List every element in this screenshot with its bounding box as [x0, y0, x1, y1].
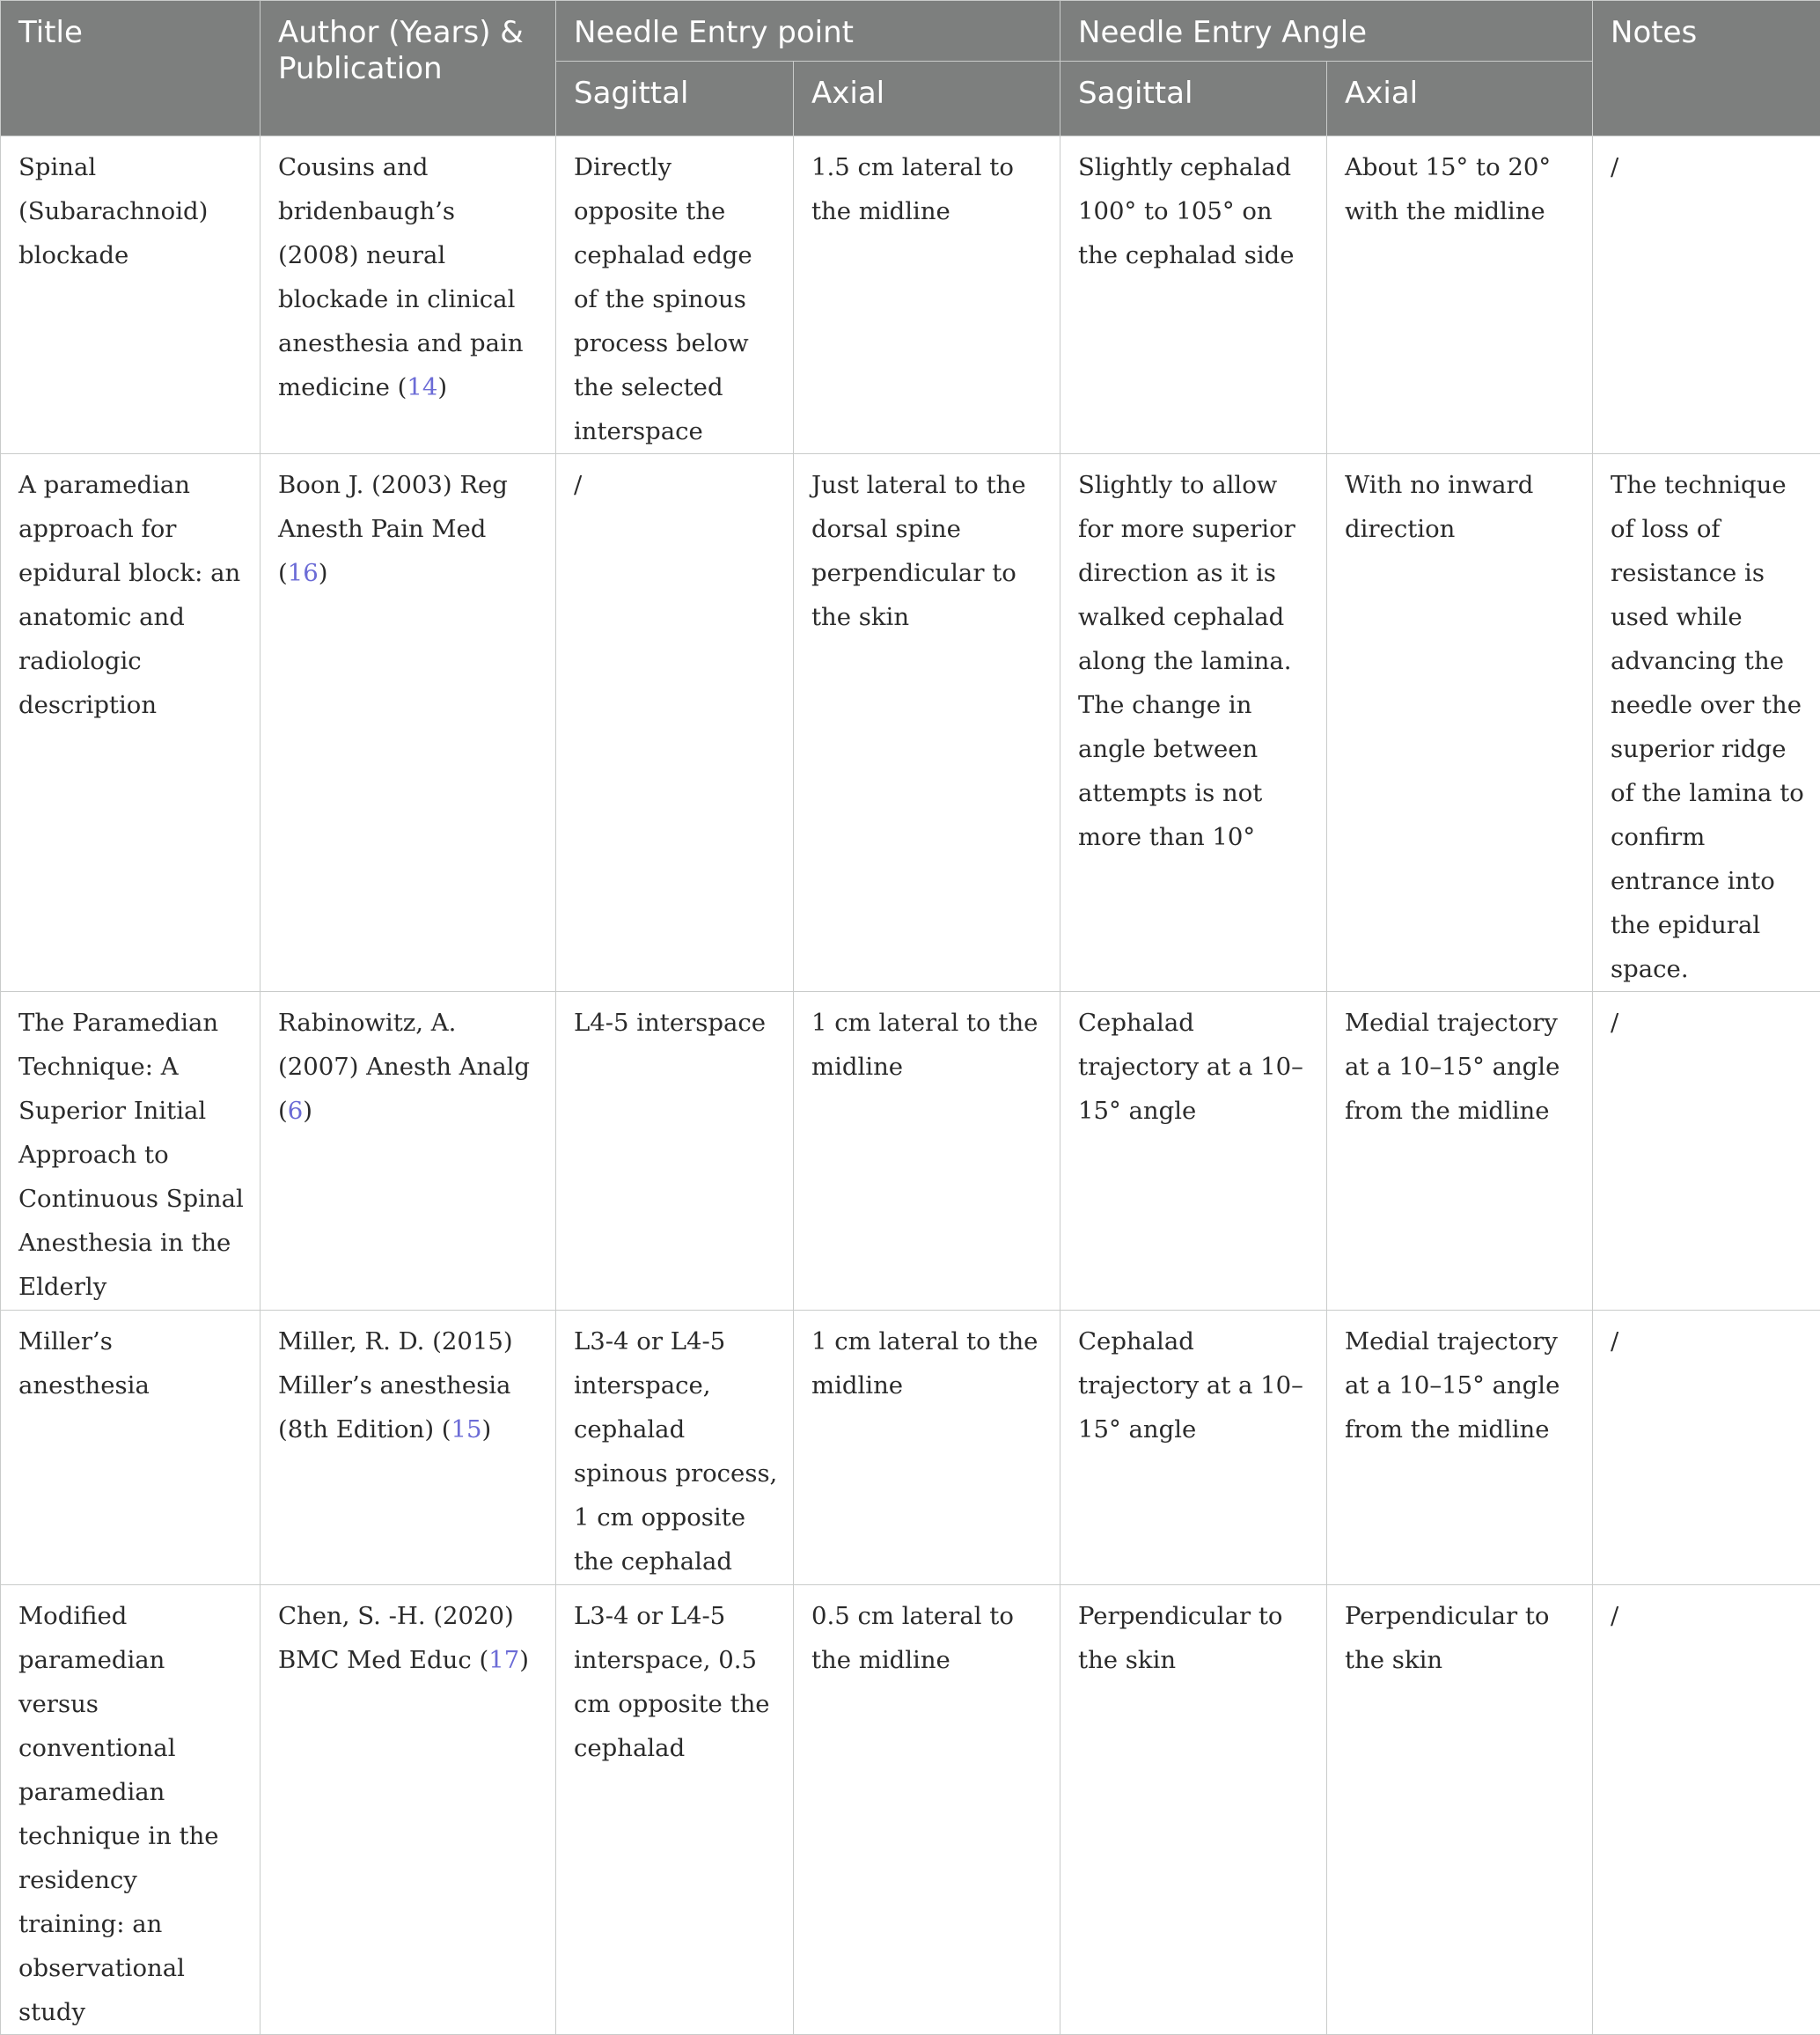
header-row-top: [1, 1, 1820, 62]
author-text: Chen, S. -H. (2020) BMC Med Educ (: [278, 1602, 514, 1674]
cell-title: Modified paramedian versus conventional paramedian technique in the residency training: an observational study: [1, 1585, 261, 2035]
cell-angle-axial: About 15° to 20° with the midline: [1327, 136, 1593, 454]
header-entry-point-group: Needle Entry point: [556, 1, 1060, 62]
table-row: [1, 1585, 1820, 2035]
cell-notes: /: [1593, 1585, 1820, 2035]
reference-link[interactable]: 15: [451, 1415, 482, 1444]
cell-author: [261, 992, 556, 1311]
header-title: Title: [1, 1, 261, 136]
cell-notes: /: [1593, 136, 1820, 454]
table-row: [1, 992, 1820, 1311]
author-close: ): [482, 1415, 492, 1444]
cell-point-axial: 1 cm lateral to the midline: [794, 1311, 1060, 1585]
cell-title: The Paramedian Technique: A Superior Initial Approach to Continuous Spinal Anesthesia in the Elderly: [1, 992, 261, 1311]
header-entry-point-sagittal: Sagittal: [556, 62, 794, 136]
header-entry-angle-axial: Axial: [1327, 62, 1593, 136]
author-text: Rabinowitz, A. (2007) Anesth Analg (: [278, 1009, 530, 1125]
cell-author: [261, 1585, 556, 2035]
cell-title: Miller’s anesthesia: [1, 1311, 261, 1585]
cell-point-sagittal: L4-5 interspace: [556, 992, 794, 1311]
cell-point-sagittal: /: [556, 454, 794, 992]
author-text: Boon J. (2003) Reg Anesth Pain Med (: [278, 471, 508, 587]
cell-author: [261, 1311, 556, 1585]
cell-angle-sagittal: Slightly to allow for more superior direction as it is walked cephalad along the lamina. The change in angle between attempts is not more than 10°: [1060, 454, 1327, 992]
cell-title: Spinal (Subarachnoid) blockade: [1, 136, 261, 454]
author-close: ): [437, 373, 447, 401]
author-close: ): [303, 1097, 312, 1125]
cell-angle-axial: Perpendicular to the skin: [1327, 1585, 1593, 2035]
table-row: [1, 1311, 1820, 1585]
cell-author: [261, 136, 556, 454]
header-notes: Notes: [1593, 1, 1820, 136]
cell-point-sagittal: L3-4 or L4-5 interspace, 0.5 cm opposite the cephalad: [556, 1585, 794, 2035]
reference-link[interactable]: 16: [288, 559, 319, 587]
cell-point-axial: 1.5 cm lateral to the midline: [794, 136, 1060, 454]
cell-angle-sagittal: Cephalad trajectory at a 10–15° angle: [1060, 992, 1327, 1311]
cell-angle-axial: Medial trajectory at a 10–15° angle from the midline: [1327, 992, 1593, 1311]
cell-point-sagittal: Directly opposite the cephalad edge of the spinous process below the selected interspace: [556, 136, 794, 454]
table-body: [1, 136, 1820, 2035]
reference-link[interactable]: 6: [288, 1097, 304, 1125]
author-close: ): [519, 1646, 529, 1674]
cell-point-axial: 0.5 cm lateral to the midline: [794, 1585, 1060, 2035]
table-header: [1, 1, 1820, 136]
cell-angle-sagittal: Cephalad trajectory at a 10–15° angle: [1060, 1311, 1327, 1585]
author-text: Miller, R. D. (2015) Miller’s anesthesia (8th Edition) (: [278, 1327, 513, 1444]
header-author: Author (Years) & Publication: [261, 1, 556, 136]
cell-notes: /: [1593, 1311, 1820, 1585]
cell-point-axial: Just lateral to the dorsal spine perpendicular to the skin: [794, 454, 1060, 992]
cell-point-sagittal: L3-4 or L4-5 interspace, cephalad spinous process, 1 cm opposite the cephalad: [556, 1311, 794, 1585]
reference-link[interactable]: 14: [407, 373, 437, 401]
author-text: Cousins and bridenbaugh’s (2008) neural blockade in clinical anesthesia and pain medicine (: [278, 153, 524, 401]
cell-angle-axial: Medial trajectory at a 10–15° angle from the midline: [1327, 1311, 1593, 1585]
reference-link[interactable]: 17: [488, 1646, 519, 1674]
cell-angle-sagittal: Perpendicular to the skin: [1060, 1585, 1327, 2035]
cell-title: A paramedian approach for epidural block: an anatomic and radiologic description: [1, 454, 261, 992]
cell-notes: The technique of loss of resistance is used while advancing the needle over the superior ridge of the lamina to confirm entrance into the epidural space.: [1593, 454, 1820, 992]
table-row: [1, 454, 1820, 992]
header-entry-angle-group: Needle Entry Angle: [1060, 1, 1593, 62]
cell-author: [261, 454, 556, 992]
table-row: [1, 136, 1820, 454]
cell-angle-sagittal: Slightly cephalad 100° to 105° on the cephalad side: [1060, 136, 1327, 454]
cell-angle-axial: With no inward direction: [1327, 454, 1593, 992]
cell-notes: /: [1593, 992, 1820, 1311]
header-entry-angle-sagittal: Sagittal: [1060, 62, 1327, 136]
author-close: ): [319, 559, 328, 587]
cell-point-axial: 1 cm lateral to the midline: [794, 992, 1060, 1311]
header-entry-point-axial: Axial: [794, 62, 1060, 136]
